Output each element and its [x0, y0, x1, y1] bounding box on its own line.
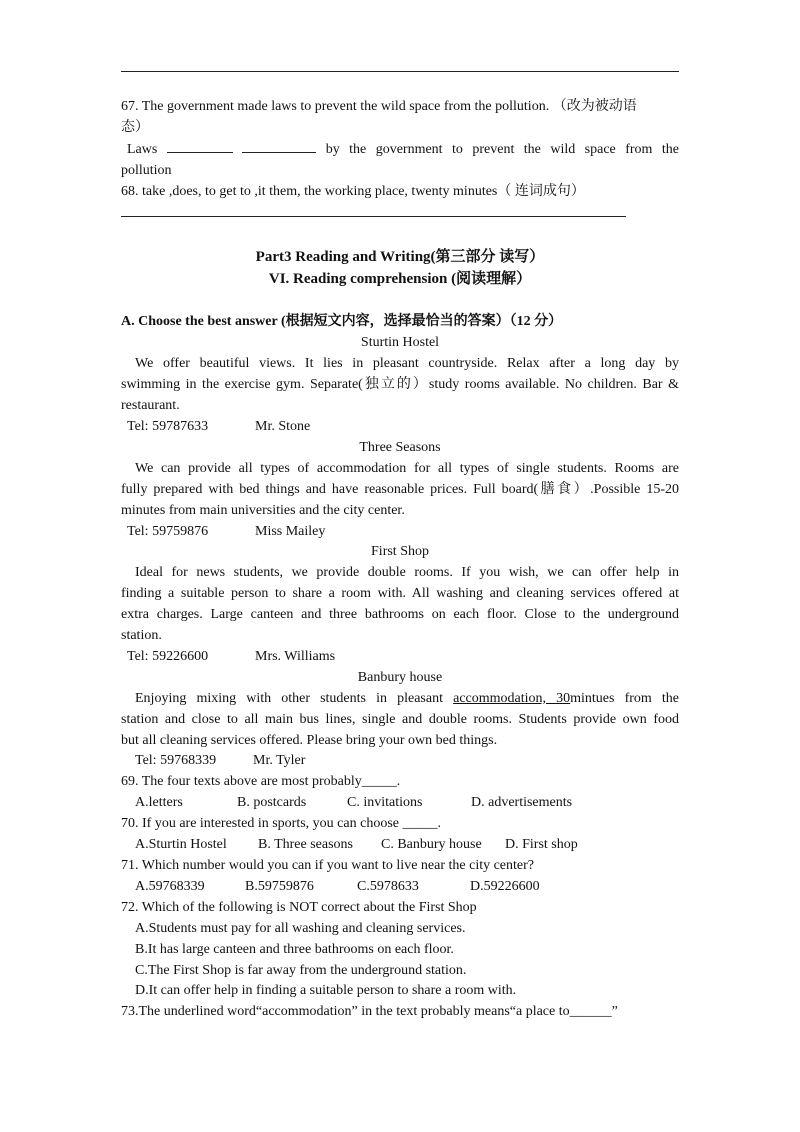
exam-page [121, 97, 679, 1023]
ad-text-line: We offer beautiful views. It lies in pleasant countryside. Relax after a long day by [135, 356, 679, 372]
section-a-title: A. Choose the best answer (根据短文内容，选择最恰当的答案）（12 分） [121, 314, 563, 330]
question-stem: 69. The four texts above are most probably_____. [121, 774, 401, 790]
ad-contact-name: Mrs. Williams [255, 648, 336, 664]
option-b[interactable]: B.It has large canteen and three bathrooms on each floor. [135, 941, 454, 957]
option-a[interactable]: A.Sturtin Hostel [135, 837, 227, 853]
question-stem: 72. Which of the following is NOT correct about the First Shop [121, 899, 477, 915]
question-stem: 71. Which number would you can if you want to live near the city center? [121, 858, 534, 873]
option-b[interactable]: B.59759876 [245, 878, 314, 894]
option-c[interactable]: C. Banbury house [381, 837, 482, 853]
q67-answer-end: by the government to prevent the wild space from the [325, 141, 679, 157]
q67-blank-2[interactable] [242, 139, 316, 153]
ad-text-line: swimming in the exercise gym. Separate(独立的）study rooms available. No children. Bar & [121, 377, 679, 393]
ad-contact-name: Mr. Stone [255, 418, 311, 434]
question-stem: 73.The underlined word“accommodation” in the text probably means“a place to______” [121, 1004, 618, 1020]
ad-text-start: Enjoying mixing with other students in pleasant [135, 690, 443, 706]
part3-title: Part3 Reading and Writing(第三部分 读写） [255, 249, 545, 266]
ad-text-line: Ideal for news students, we provide double rooms. If you wish, we can offer help in [135, 565, 679, 581]
option-c[interactable]: C.The First Shop is far away from the underground station. [135, 962, 467, 978]
option-a[interactable]: A.letters [135, 795, 183, 811]
question-options [121, 793, 679, 814]
ad-contact-line [121, 751, 679, 772]
q67-prompt-line2: 态） [121, 119, 149, 135]
question-options [121, 877, 679, 898]
ad-contact-line [121, 647, 679, 668]
ad-title-banbury: Banbury house [357, 669, 443, 685]
q67-prompt-line1: 67. The government made laws to prevent the wild space from the pollution. （改为被动语 [121, 99, 637, 114]
ad-text-end: mintues from the [570, 690, 680, 706]
option-c[interactable]: C. invitations [347, 795, 423, 811]
q67-answer-start: Laws [127, 141, 158, 157]
ad-contact-name: Mr. Tyler [253, 753, 306, 769]
option-a[interactable]: A.Students must pay for all washing and cleaning services. [135, 920, 466, 936]
ad-title-first-shop: First Shop [371, 544, 429, 560]
q67-answer-line2: pollution [121, 162, 172, 178]
q67-blank-1[interactable] [167, 139, 233, 153]
underlined-word-accommodation: accommodation, 30 [453, 690, 571, 706]
ad-text-line: station and close to all main bus lines, single and double rooms. Students provide own food [121, 711, 679, 727]
ad-phone: Tel: 59759876 [127, 523, 209, 539]
ad-contact-line [121, 417, 679, 438]
option-c[interactable]: C.5978633 [357, 878, 419, 894]
ad-contact-line [121, 522, 679, 543]
ad-text-line: minutes from main universities and the city center. [121, 502, 405, 518]
ad-phone: Tel: 59768339 [135, 753, 217, 769]
ad-title-three-seasons: Three Seasons [359, 439, 441, 455]
ad-text-line [121, 689, 679, 710]
ad-phone: Tel: 59787633 [127, 418, 209, 434]
top-rule [121, 71, 679, 72]
ad-contact-name: Miss Mailey [255, 523, 326, 539]
ad-text-line: fully prepared with bed things and have reasonable prices. Full board(膳食）.Possible 15-20 [121, 481, 679, 497]
option-d[interactable]: D. advertisements [471, 795, 573, 811]
q67-answer-line [121, 139, 679, 161]
part3-subtitle: VI. Reading comprehension (阅读理解） [268, 271, 532, 288]
ad-title-sturtin: Sturtin Hostel [360, 335, 440, 351]
question-stem: 70. If you are interested in sports, you can choose _____. [121, 816, 441, 832]
ad-text-line: station. [121, 628, 162, 644]
ad-text-line: but all cleaning services offered. Please bring your own bed things. [121, 732, 498, 748]
q68-blank[interactable] [121, 203, 626, 217]
option-b[interactable]: B. Three seasons [258, 837, 353, 853]
ad-text-line: finding a suitable person to share a room with. All washing and cleaning services offered at [121, 586, 679, 602]
option-d[interactable]: D.59226600 [470, 878, 540, 894]
option-d[interactable]: D.It can offer help in finding a suitable person to share a room with. [135, 983, 517, 999]
question-options [121, 835, 679, 856]
ad-text-line: We can provide all types of accommodation for all types of single students. Rooms are [135, 460, 679, 476]
q68-answer-line [121, 203, 679, 225]
ad-text-line: extra charges. Large canteen and three bathrooms on each floor. Close to the underground [121, 607, 679, 623]
ad-text-line: restaurant. [121, 398, 180, 414]
option-a[interactable]: A.59768339 [135, 878, 205, 894]
q68-prompt: 68. take ,does, to get to ,it them, the working place, twenty minutes（ 连词成句） [121, 183, 585, 199]
option-d[interactable]: D. First shop [505, 837, 578, 853]
option-b[interactable]: B. postcards [237, 795, 307, 811]
ad-phone: Tel: 59226600 [127, 648, 209, 664]
